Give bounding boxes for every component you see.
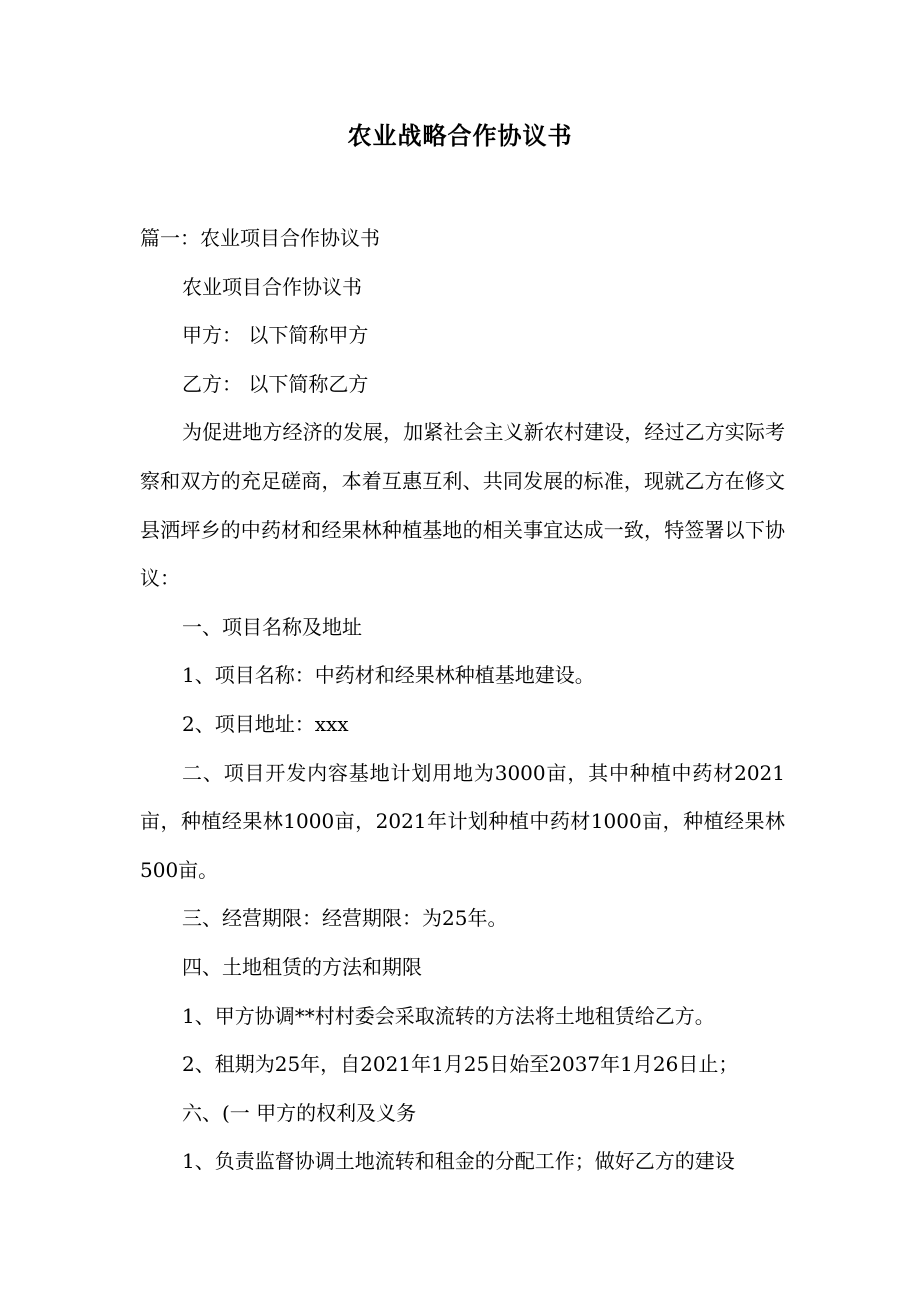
document-title: 农业战略合作协议书 xyxy=(347,121,573,150)
clause-project-address: 2、项目地址：xxx xyxy=(182,711,349,736)
clause-heading-party-a-rights: 六、(一 甲方的权利及义务 xyxy=(182,1100,417,1125)
clause-development-content: 二、项目开发内容基地计划用地为3000亩，其中种植中药材2021亩，种植经果林1000亩，2021年计划种植中药材1000亩，种植经果林500亩。 xyxy=(140,760,785,882)
section-heading: 篇一：农业项目合作协议书 xyxy=(140,226,380,250)
clause-heading-land-lease: 四、土地租赁的方法和期限 xyxy=(182,954,422,979)
clause-heading-project: 一、项目名称及地址 xyxy=(182,614,362,639)
party-a-line: 甲方： 以下简称甲方 xyxy=(182,323,369,348)
clause-lease-period: 2、租期为25年，自2021年1月25日始至2037年1月26日止； xyxy=(182,1052,739,1077)
clause-land-lease-method: 1、甲方协调**村村委会采取流转的方法将土地租赁给乙方。 xyxy=(182,1003,715,1028)
document-body xyxy=(140,214,785,1186)
clause-project-name: 1、项目名称：中药材和经果林种植基地建设。 xyxy=(182,663,595,688)
party-b-line: 乙方： 以下简称乙方 xyxy=(182,371,369,396)
agreement-subtitle: 农业项目合作协议书 xyxy=(182,274,362,299)
clause-party-a-duty-1: 1、负责监督协调土地流转和租金的分配工作；做好乙方的建设 xyxy=(182,1149,735,1174)
clause-operating-term: 三、经营期限：经营期限：为25年。 xyxy=(182,906,508,931)
preamble-paragraph: 为促进地方经济的发展，加紧社会主义新农村建设，经过乙方实际考察和双方的充足磋商，本着互惠互利、共同发展的标准，现就乙方在修文县洒坪乡的中药材和经果林种植基地的相关事宜达成一致，特签署以下协议： xyxy=(140,420,785,591)
